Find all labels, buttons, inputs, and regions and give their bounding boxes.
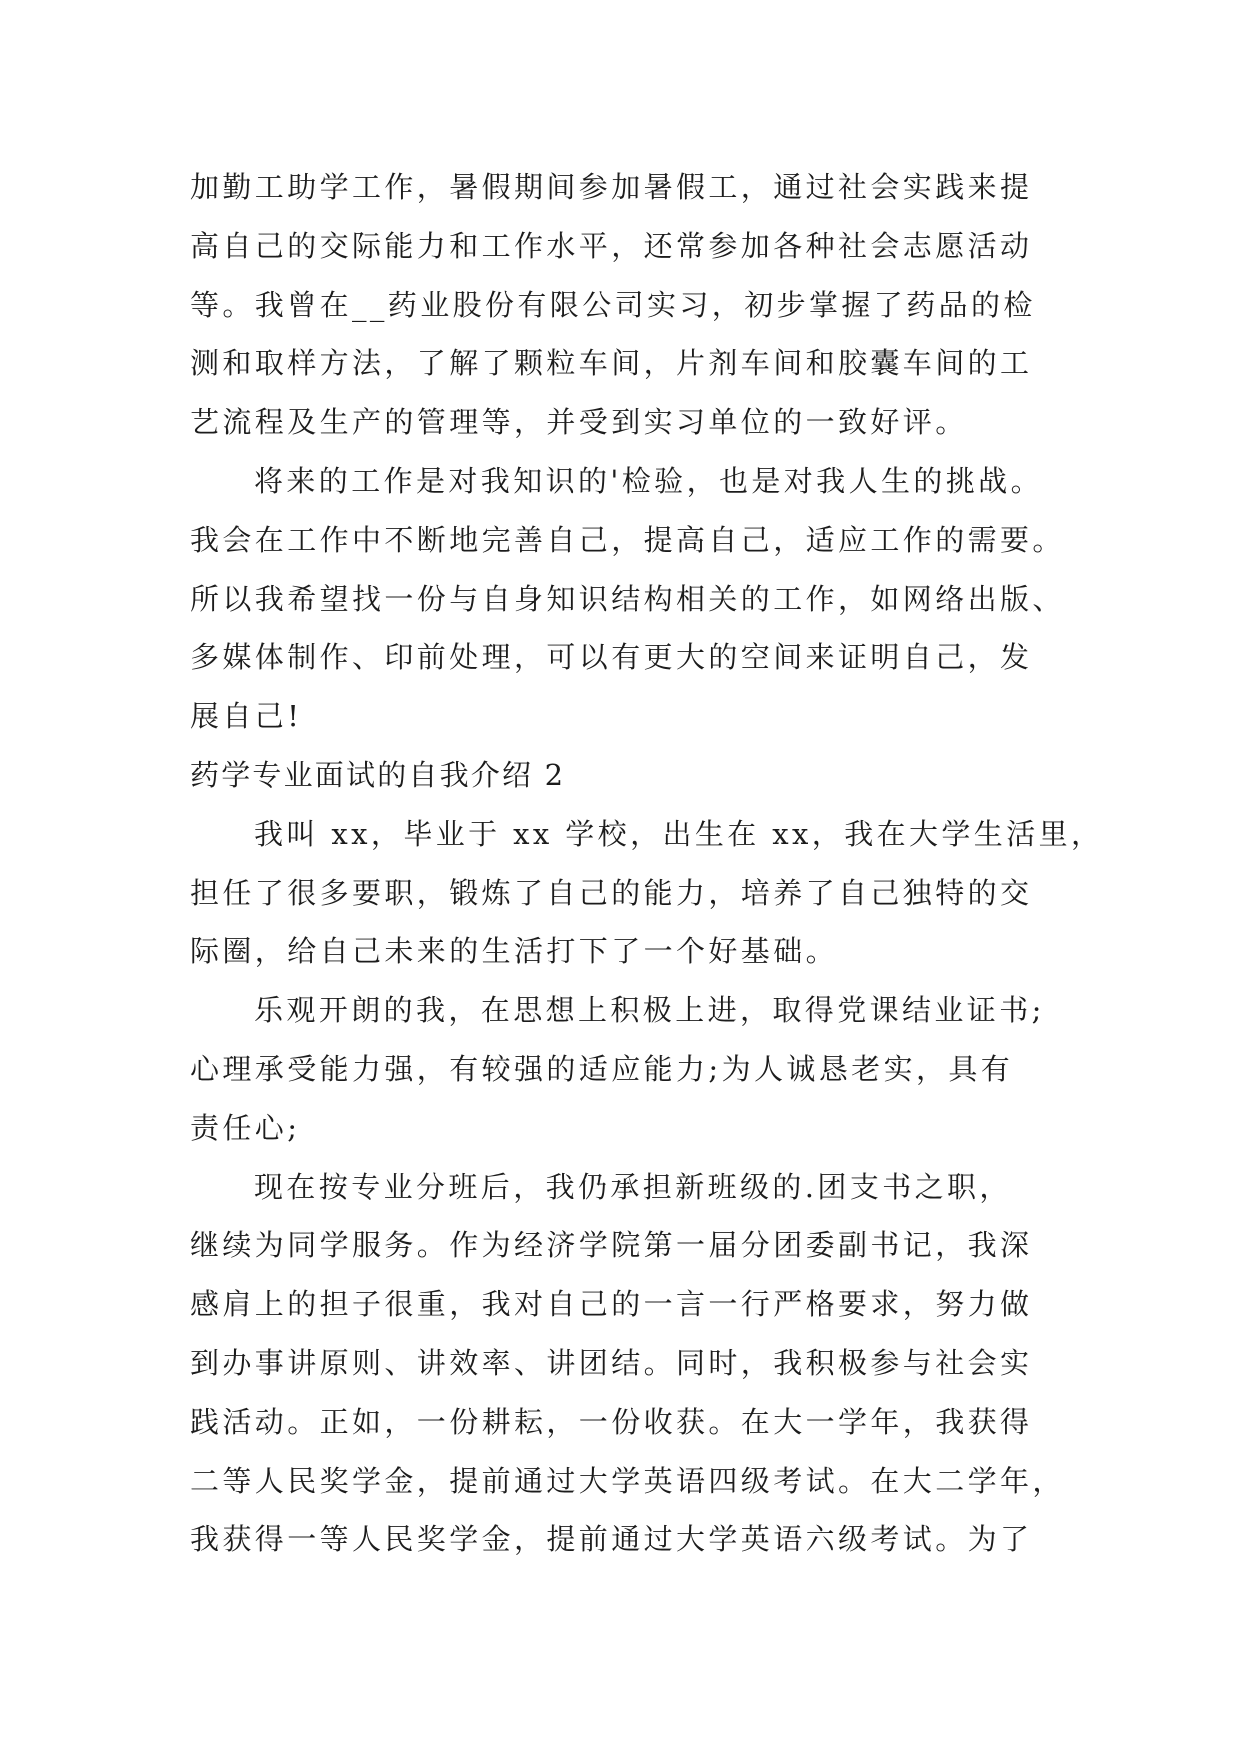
text-line: 我获得一等人民奖学金，提前通过大学英语六级考试。为了 — [190, 1522, 1033, 1557]
text-line: 展自己! — [190, 699, 303, 734]
text-line: 到办事讲原则、讲效率、讲团结。同时，我积极参与社会实 — [190, 1345, 1033, 1380]
document-body — [190, 158, 1104, 1569]
text-line: 我叫 xx，毕业于 xx 学校，出生在 xx，我在大学生活里， — [254, 816, 1104, 851]
text-line: 担任了很多要职，锻炼了自己的能力，培养了自己独特的交 — [190, 875, 1033, 910]
text-line: 际圈，给自己未来的生活打下了一个好基础。 — [190, 934, 839, 969]
text-line: 加勤工助学工作，暑假期间参加暑假工，通过社会实践来提 — [190, 170, 1033, 204]
section-heading: 药学专业面试的自我介绍 2 — [190, 757, 566, 792]
text-line: 多媒体制作、印前处理，可以有更大的空间来证明自己，发 — [190, 640, 1033, 675]
text-line: 感肩上的担子很重，我对自己的一言一行严格要求，努力做 — [190, 1287, 1033, 1322]
text-line: 所以我希望找一份与自身知识结构相关的工作，如网络出版、 — [190, 581, 1065, 616]
text-line: 高自己的交际能力和工作水平，还常参加各种社会志愿活动 — [190, 228, 1033, 263]
text-line: 乐观开朗的我，在思想上积极上进，取得党课结业证书; — [254, 993, 1045, 1028]
text-line: 二等人民奖学金，提前通过大学英语四级考试。在大二学年， — [190, 1463, 1065, 1498]
text-line: 等。我曾在__药业股份有限公司实习，初步掌握了药品的检 — [190, 287, 1036, 322]
text-line: 责任心; — [190, 1110, 301, 1145]
text-line: 践活动。正如，一份耕耘，一份收获。在大一学年，我获得 — [190, 1404, 1033, 1439]
text-line: 现在按专业分班后，我仍承担新班级的.团支书之职， — [254, 1169, 1012, 1204]
text-line: 我会在工作中不断地完善自己，提高自己，适应工作的需要。 — [190, 522, 1065, 557]
text-line: 艺流程及生产的管理等，并受到实习单位的一致好评。 — [190, 405, 968, 440]
text-line: 心理承受能力强，有较强的适应能力;为人诚恳老实，具有 — [190, 1051, 1014, 1086]
text-line: 继续为同学服务。作为经济学院第一届分团委副书记，我深 — [190, 1228, 1033, 1263]
text-line: 测和取样方法，了解了颗粒车间，片剂车间和胶囊车间的工 — [190, 346, 1033, 381]
text-line: 将来的工作是对我知识的'检验，也是对我人生的挑战。 — [254, 463, 1043, 498]
